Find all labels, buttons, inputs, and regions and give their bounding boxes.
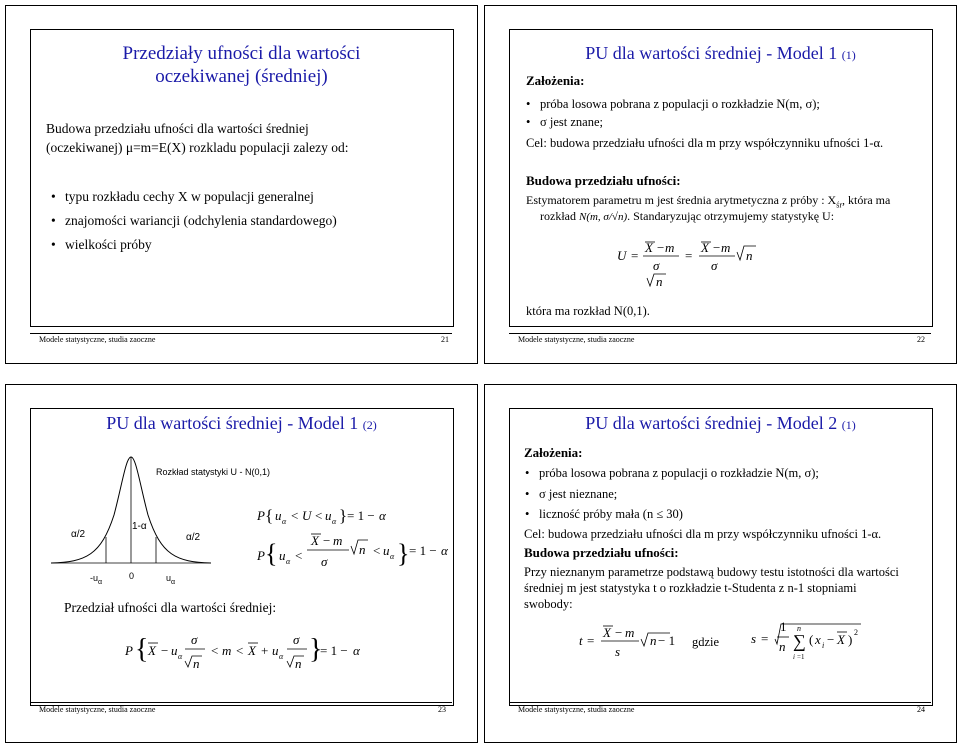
svg-text:m: m	[665, 240, 675, 255]
slide-21-bullet-3: • wielkości próby	[65, 237, 152, 253]
svg-text:i: i	[793, 653, 795, 661]
slide-24-title	[485, 413, 956, 434]
slide-23-title-text: PU dla wartości średniej - Model 1	[106, 413, 359, 433]
svg-text:): )	[848, 632, 853, 647]
svg-text:m: m	[333, 533, 343, 548]
svg-text:α: α	[332, 517, 337, 526]
svg-text:= 1 −: = 1 −	[409, 543, 437, 558]
svg-text:u: u	[171, 643, 178, 658]
tick-minus-u-alpha: $-u_\alpha$	[90, 573, 103, 586]
slide-23-interval-text: Przedział ufności dla wartości średniej:	[64, 600, 277, 615]
slide-21-bullet-2: • znajomości wariancji (odchylenia standardowego)	[65, 213, 337, 229]
svg-text:u: u	[279, 548, 286, 563]
svg-text:<: <	[211, 643, 219, 658]
slide-22-build-head: Budowa przedziału ufności:	[526, 173, 681, 188]
svg-text:+: +	[261, 643, 269, 658]
slide-21-bullet-1: • typu rozkładu cechy X w populacji generalnej	[65, 189, 314, 205]
svg-text:∑: ∑	[793, 631, 806, 651]
svg-text:σ: σ	[191, 632, 198, 647]
slide-21-title-line1: Przedziały ufności dla wartości	[122, 43, 361, 64]
svg-text:α: α	[178, 652, 183, 661]
svg-text:<: <	[373, 543, 381, 558]
label-alpha-right: α/2	[186, 532, 201, 543]
slide-23-title	[6, 413, 477, 434]
svg-text:m: m	[625, 625, 635, 640]
svg-text:=: =	[587, 633, 595, 648]
svg-text:u: u	[272, 643, 279, 658]
slide-22-bullet-1: • próba losowa pobrana z populacji o rozkładzie N(m, σ);	[540, 96, 820, 112]
slide-24-page-number: 24	[917, 705, 925, 714]
slide-22-distribution-line	[540, 209, 834, 224]
svg-text:2: 2	[854, 628, 858, 637]
slide-22-bullet-2: • σ jest znane;	[540, 114, 603, 130]
slide-22-estimator-end: , która ma	[842, 193, 891, 207]
slide-24-paragraph-line1: Przy nieznanym parametrze podstawą budowy testu istotności dla wartości	[524, 565, 899, 579]
svg-text:−: −	[657, 240, 665, 255]
slide-24-gdzie: gdzie	[692, 635, 720, 649]
svg-text:α: α	[390, 552, 395, 561]
slide-24-paragraph-line3: swobody:	[524, 597, 573, 611]
svg-text:{: {	[135, 634, 149, 665]
svg-text:n: n	[797, 624, 801, 633]
slide-21-footer: Modele statystyczne, studia zaoczne	[39, 335, 156, 344]
slide-24-title-text: PU dla wartości średniej - Model 2	[585, 413, 838, 433]
svg-text:}: }	[397, 539, 410, 568]
svg-text:n: n	[295, 656, 302, 671]
svg-text:{: {	[265, 539, 278, 568]
svg-text:n: n	[779, 639, 786, 654]
svg-text:(: (	[809, 632, 814, 647]
svg-text:U: U	[617, 248, 627, 263]
slide-23-footer-rule	[30, 702, 452, 703]
svg-text:= 1 −: = 1 −	[320, 643, 348, 658]
slide-24-build-head: Budowa przedziału ufności:	[524, 545, 679, 560]
label-one-minus-alpha: 1-α	[132, 521, 147, 532]
svg-text:n: n	[650, 633, 657, 648]
svg-text:X: X	[311, 533, 319, 548]
svg-text:σ: σ	[653, 258, 660, 273]
svg-text:}: }	[309, 634, 323, 665]
svg-text:X: X	[837, 632, 845, 647]
svg-text:}: }	[339, 506, 348, 525]
normal-curve-chart	[46, 445, 226, 585]
svg-text:t: t	[579, 633, 583, 648]
slide-24-bullet-3: • liczność próby mała (n ≤ 30)	[539, 506, 683, 522]
svg-text:P: P	[125, 643, 133, 658]
svg-text:1: 1	[780, 619, 787, 634]
slide-22-distribution-word: rozkład	[540, 209, 576, 223]
svg-text:<: <	[295, 548, 303, 563]
slide-21-intro-line2: (oczekiwanej) μ=m=E(X) rozkladu populacji zalezy od:	[46, 140, 349, 155]
slide-21-intro-line1: Budowa przedziału ufności dla wartości średniej	[46, 121, 309, 136]
slide-24-footer: Modele statystyczne, studia zaoczne	[518, 705, 635, 714]
svg-text:=: =	[685, 248, 693, 263]
svg-text:α: α	[441, 543, 448, 558]
svg-text:= 1 −: = 1 −	[347, 508, 375, 523]
svg-text:n: n	[656, 274, 663, 289]
svg-text:−: −	[713, 240, 721, 255]
tick-u-text: u	[166, 573, 172, 583]
slide-22-goal: Cel: budowa przedziału ufności dla m przy współczynniku ufności 1-α.	[526, 136, 884, 150]
svg-text:α: α	[379, 508, 386, 523]
svg-text:P: P	[257, 508, 265, 523]
svg-text:u: u	[275, 508, 282, 523]
svg-text:{: {	[265, 506, 274, 525]
slide-22-footer-rule	[509, 333, 931, 334]
svg-text:<: <	[236, 643, 244, 658]
svg-text:u: u	[383, 543, 390, 558]
svg-text:u: u	[325, 508, 332, 523]
slide-24-footer-rule	[509, 702, 931, 703]
slide-23-title-sub: (2)	[362, 418, 377, 432]
svg-text:− 1: − 1	[658, 633, 675, 648]
svg-text:α: α	[286, 557, 291, 566]
svg-text:s: s	[615, 644, 621, 659]
slide-23-footer: Modele statystyczne, studia zaoczne	[39, 705, 156, 714]
probability-formulas	[251, 500, 461, 580]
svg-text:i: i	[822, 641, 825, 650]
slide-24-bullet-1: • próba losowa pobrana z populacji o rozkładzie N(m, σ);	[539, 465, 819, 481]
slide-23	[5, 384, 478, 743]
slide-23-page-number: 23	[438, 705, 446, 714]
t-statistic-formula	[575, 621, 675, 671]
slide-24-title-sub: (1)	[841, 418, 856, 432]
slide-22-estimator-text: Estymatorem parametru m jest średnia arytmetyczna z próby : X	[526, 193, 837, 207]
svg-text:−: −	[323, 533, 331, 548]
svg-text:−: −	[615, 625, 623, 640]
svg-text:σ: σ	[321, 554, 328, 569]
svg-text:X: X	[645, 240, 653, 255]
slide-24-assumptions-head: Założenia:	[524, 445, 583, 460]
svg-text:<: <	[315, 508, 323, 523]
svg-text:X: X	[148, 643, 156, 658]
confidence-interval-formula	[121, 625, 381, 675]
svg-text:U: U	[302, 508, 312, 523]
svg-text:X: X	[603, 625, 611, 640]
svg-text:m: m	[721, 240, 731, 255]
slide-22-U-formula	[615, 234, 765, 294]
svg-text:n: n	[359, 542, 366, 557]
slide-24-bullet-2: • σ jest nieznane;	[539, 486, 617, 502]
slide-22-title-text: PU dla wartości średniej - Model 1	[585, 43, 838, 63]
s-definition-formula	[747, 617, 877, 667]
slide-22-estimator-line	[526, 193, 890, 209]
tick-u-alpha: $u_\alpha$	[166, 573, 176, 586]
svg-text:−: −	[827, 632, 835, 647]
label-alpha-left: α/2	[71, 529, 86, 540]
slide-21	[5, 5, 478, 364]
tick-minus-u-text: -u	[90, 573, 99, 583]
svg-text:α: α	[279, 652, 284, 661]
slide-22-estimator-sub: śr	[836, 200, 843, 210]
slide-22-footer: Modele statystyczne, studia zaoczne	[518, 335, 635, 344]
svg-text:<: <	[291, 508, 299, 523]
slide-22-title	[485, 43, 956, 64]
svg-text:=1: =1	[797, 653, 805, 661]
svg-text:P: P	[257, 548, 265, 563]
svg-text:α: α	[353, 643, 360, 658]
slide-22-after-text: która ma rozkład N(0,1).	[526, 304, 650, 318]
slide-22-distribution-formula: N(m, σ/√n)	[578, 211, 628, 223]
slide-22-page-number: 22	[917, 335, 925, 344]
slide-22-title-sub: (1)	[841, 48, 856, 62]
slide-24-goal: Cel: budowa przedziału ufności dla m przy współczynniku ufności 1-α.	[524, 527, 882, 541]
slide-22-distribution-end: . Standaryzując otrzymujemy statystykę U:	[627, 209, 835, 223]
svg-text:=: =	[631, 248, 639, 263]
svg-text:n: n	[193, 656, 200, 671]
svg-text:X: X	[701, 240, 709, 255]
slide-22-assumptions-head: Założenia:	[526, 73, 585, 88]
slide-24-paragraph-line2: średniej m jest statystyka t o rozkładzie t-Studenta z n-1 stopniami	[524, 581, 857, 595]
slide-23-chart-title: Rozkład statystyki U - N(0,1)	[156, 467, 271, 477]
svg-text:m: m	[222, 643, 232, 658]
slide-21-title-line2: oczekiwanej (średniej)	[155, 66, 328, 87]
tick-zero: 0	[129, 571, 135, 581]
svg-text:=: =	[761, 631, 769, 646]
slide-24	[484, 384, 957, 743]
svg-text:n: n	[746, 248, 753, 263]
svg-text:σ: σ	[711, 258, 718, 273]
svg-text:X: X	[248, 643, 256, 658]
svg-text:σ: σ	[293, 632, 300, 647]
slide-21-footer-rule	[30, 333, 452, 334]
svg-text:α: α	[282, 517, 287, 526]
svg-text:−: −	[161, 643, 169, 658]
svg-text:s: s	[751, 631, 757, 646]
slide-21-page-number: 21	[441, 335, 449, 344]
svg-text:x: x	[815, 632, 821, 647]
slide-22	[484, 5, 957, 364]
